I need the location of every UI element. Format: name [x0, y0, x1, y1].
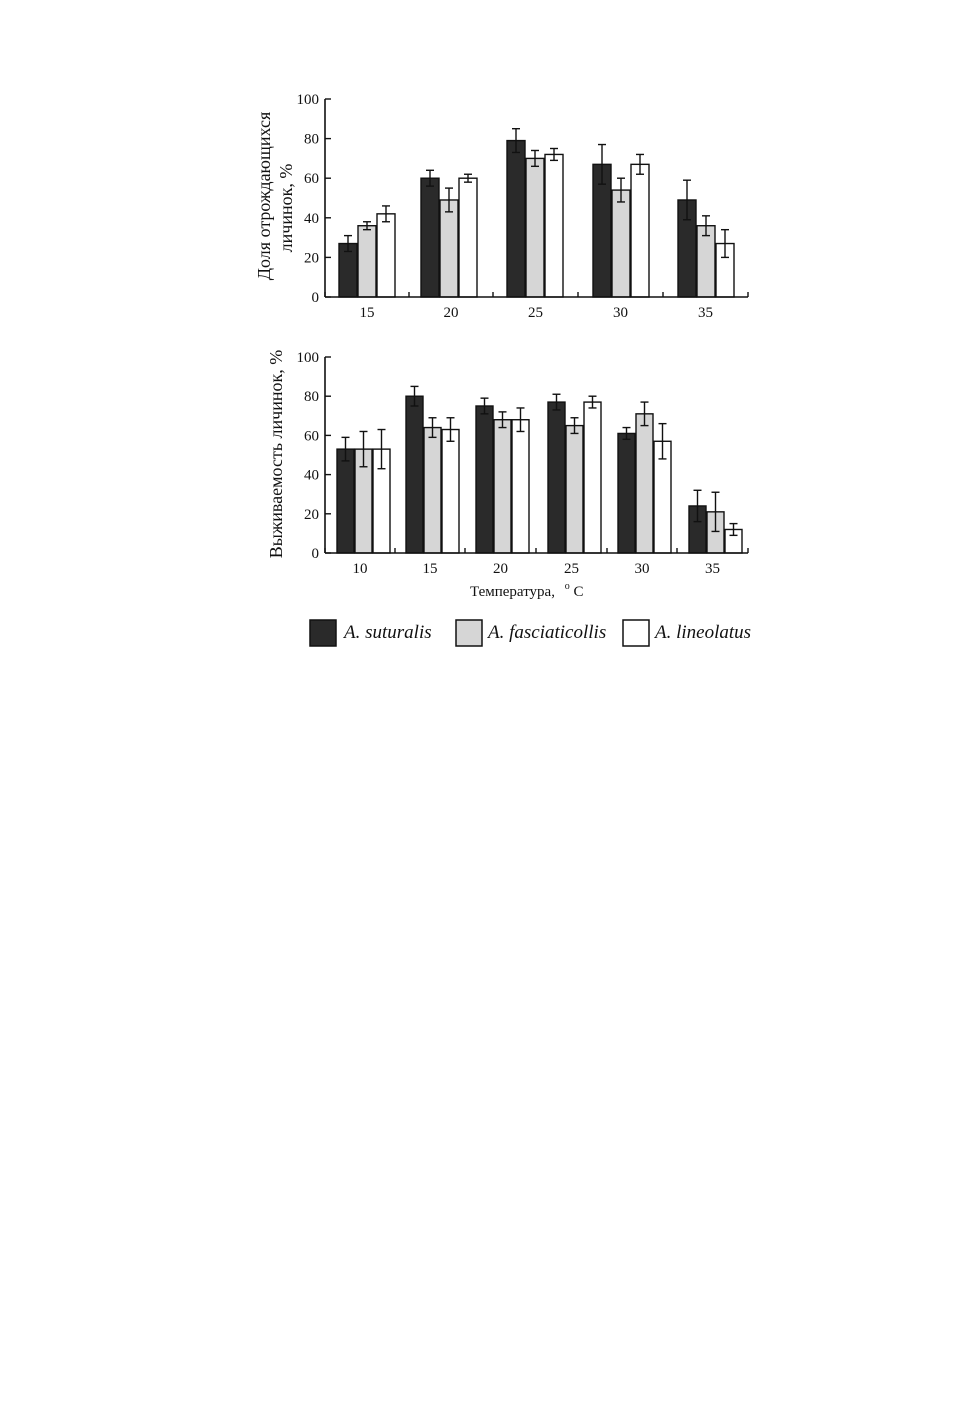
bar-asuturalis-20 — [421, 178, 439, 297]
x-tick-label: 10 — [352, 561, 368, 577]
bar-afasciaticollis-35 — [697, 226, 715, 297]
y-tick-label: 100 — [296, 92, 319, 108]
x-tick-label: 35 — [705, 561, 720, 577]
bar-afasciaticollis-25 — [566, 426, 583, 553]
bar-alineolatus-15 — [377, 214, 395, 297]
bar-afasciaticollis-30 — [612, 190, 630, 297]
bar-alineolatus-25 — [584, 402, 601, 553]
bar-alineolatus-15 — [442, 430, 459, 553]
bar-afasciaticollis-15 — [424, 428, 441, 553]
x-tick-label: 25 — [564, 561, 579, 577]
y-axis-title: Выживаемость личинок, % — [266, 349, 286, 559]
bar-alineolatus-20 — [512, 420, 529, 553]
y-tick-label: 80 — [304, 389, 319, 406]
y-axis-title-line2: личинок, % — [276, 163, 296, 253]
bar-asuturalis-10 — [337, 449, 354, 553]
bar-afasciaticollis-20 — [494, 420, 511, 553]
y-tick-label: 100 — [296, 350, 319, 366]
x-axis-title-degree: o — [564, 581, 570, 592]
y-axis-title-line1: Доля отрождающихся — [254, 111, 274, 281]
y-tick-label: 60 — [304, 428, 319, 445]
bar-afasciaticollis-20 — [440, 200, 458, 297]
y-tick-label: 20 — [304, 250, 319, 267]
legend-label-suturalis: A. suturalis — [344, 622, 432, 643]
y-tick-label: 20 — [304, 506, 319, 523]
x-tick-label: 15 — [422, 561, 438, 577]
bar-asuturalis-20 — [476, 406, 493, 553]
bar-asuturalis-15 — [406, 396, 423, 553]
bar-asuturalis-25 — [507, 141, 525, 297]
x-axis-title — [470, 577, 583, 600]
x-tick-label: 35 — [698, 305, 713, 321]
y-tick-label: 0 — [311, 546, 319, 562]
bar-asuturalis-25 — [548, 402, 565, 553]
bar-alineolatus-25 — [545, 154, 563, 297]
y-tick-label: 40 — [304, 210, 319, 227]
x-tick-label: 30 — [634, 561, 650, 577]
y-tick-label: 40 — [304, 467, 319, 484]
bar-afasciaticollis-25 — [526, 158, 544, 297]
chart-larval-hatching — [254, 92, 748, 321]
chart-larval-survival — [266, 350, 748, 600]
x-tick-label: 15 — [359, 305, 375, 321]
x-tick-label: 20 — [493, 561, 508, 577]
legend — [310, 620, 751, 646]
legend-swatch-fasciaticollis — [456, 620, 482, 646]
legend-swatch-lineolatus — [623, 620, 649, 646]
x-axis-title-unit: C — [573, 584, 584, 600]
bar-asuturalis-30 — [618, 433, 635, 553]
legend-swatch-suturalis — [310, 620, 336, 646]
x-tick-label: 30 — [613, 305, 628, 321]
bar-afasciaticollis-30 — [636, 414, 653, 553]
bar-afasciaticollis-15 — [358, 226, 376, 297]
x-axis-title-text: Температура, — [470, 584, 555, 600]
legend-label-fasciaticollis: A. fasciaticollis — [488, 622, 607, 643]
bar-alineolatus-20 — [459, 178, 477, 297]
y-tick-label: 60 — [304, 171, 319, 188]
y-tick-label: 0 — [311, 290, 319, 306]
x-tick-label: 25 — [528, 305, 543, 321]
x-tick-label: 20 — [443, 305, 459, 321]
legend-label-lineolatus: A. lineolatus — [655, 622, 752, 643]
bar-alineolatus-30 — [631, 164, 649, 297]
y-tick-label: 80 — [304, 131, 319, 148]
